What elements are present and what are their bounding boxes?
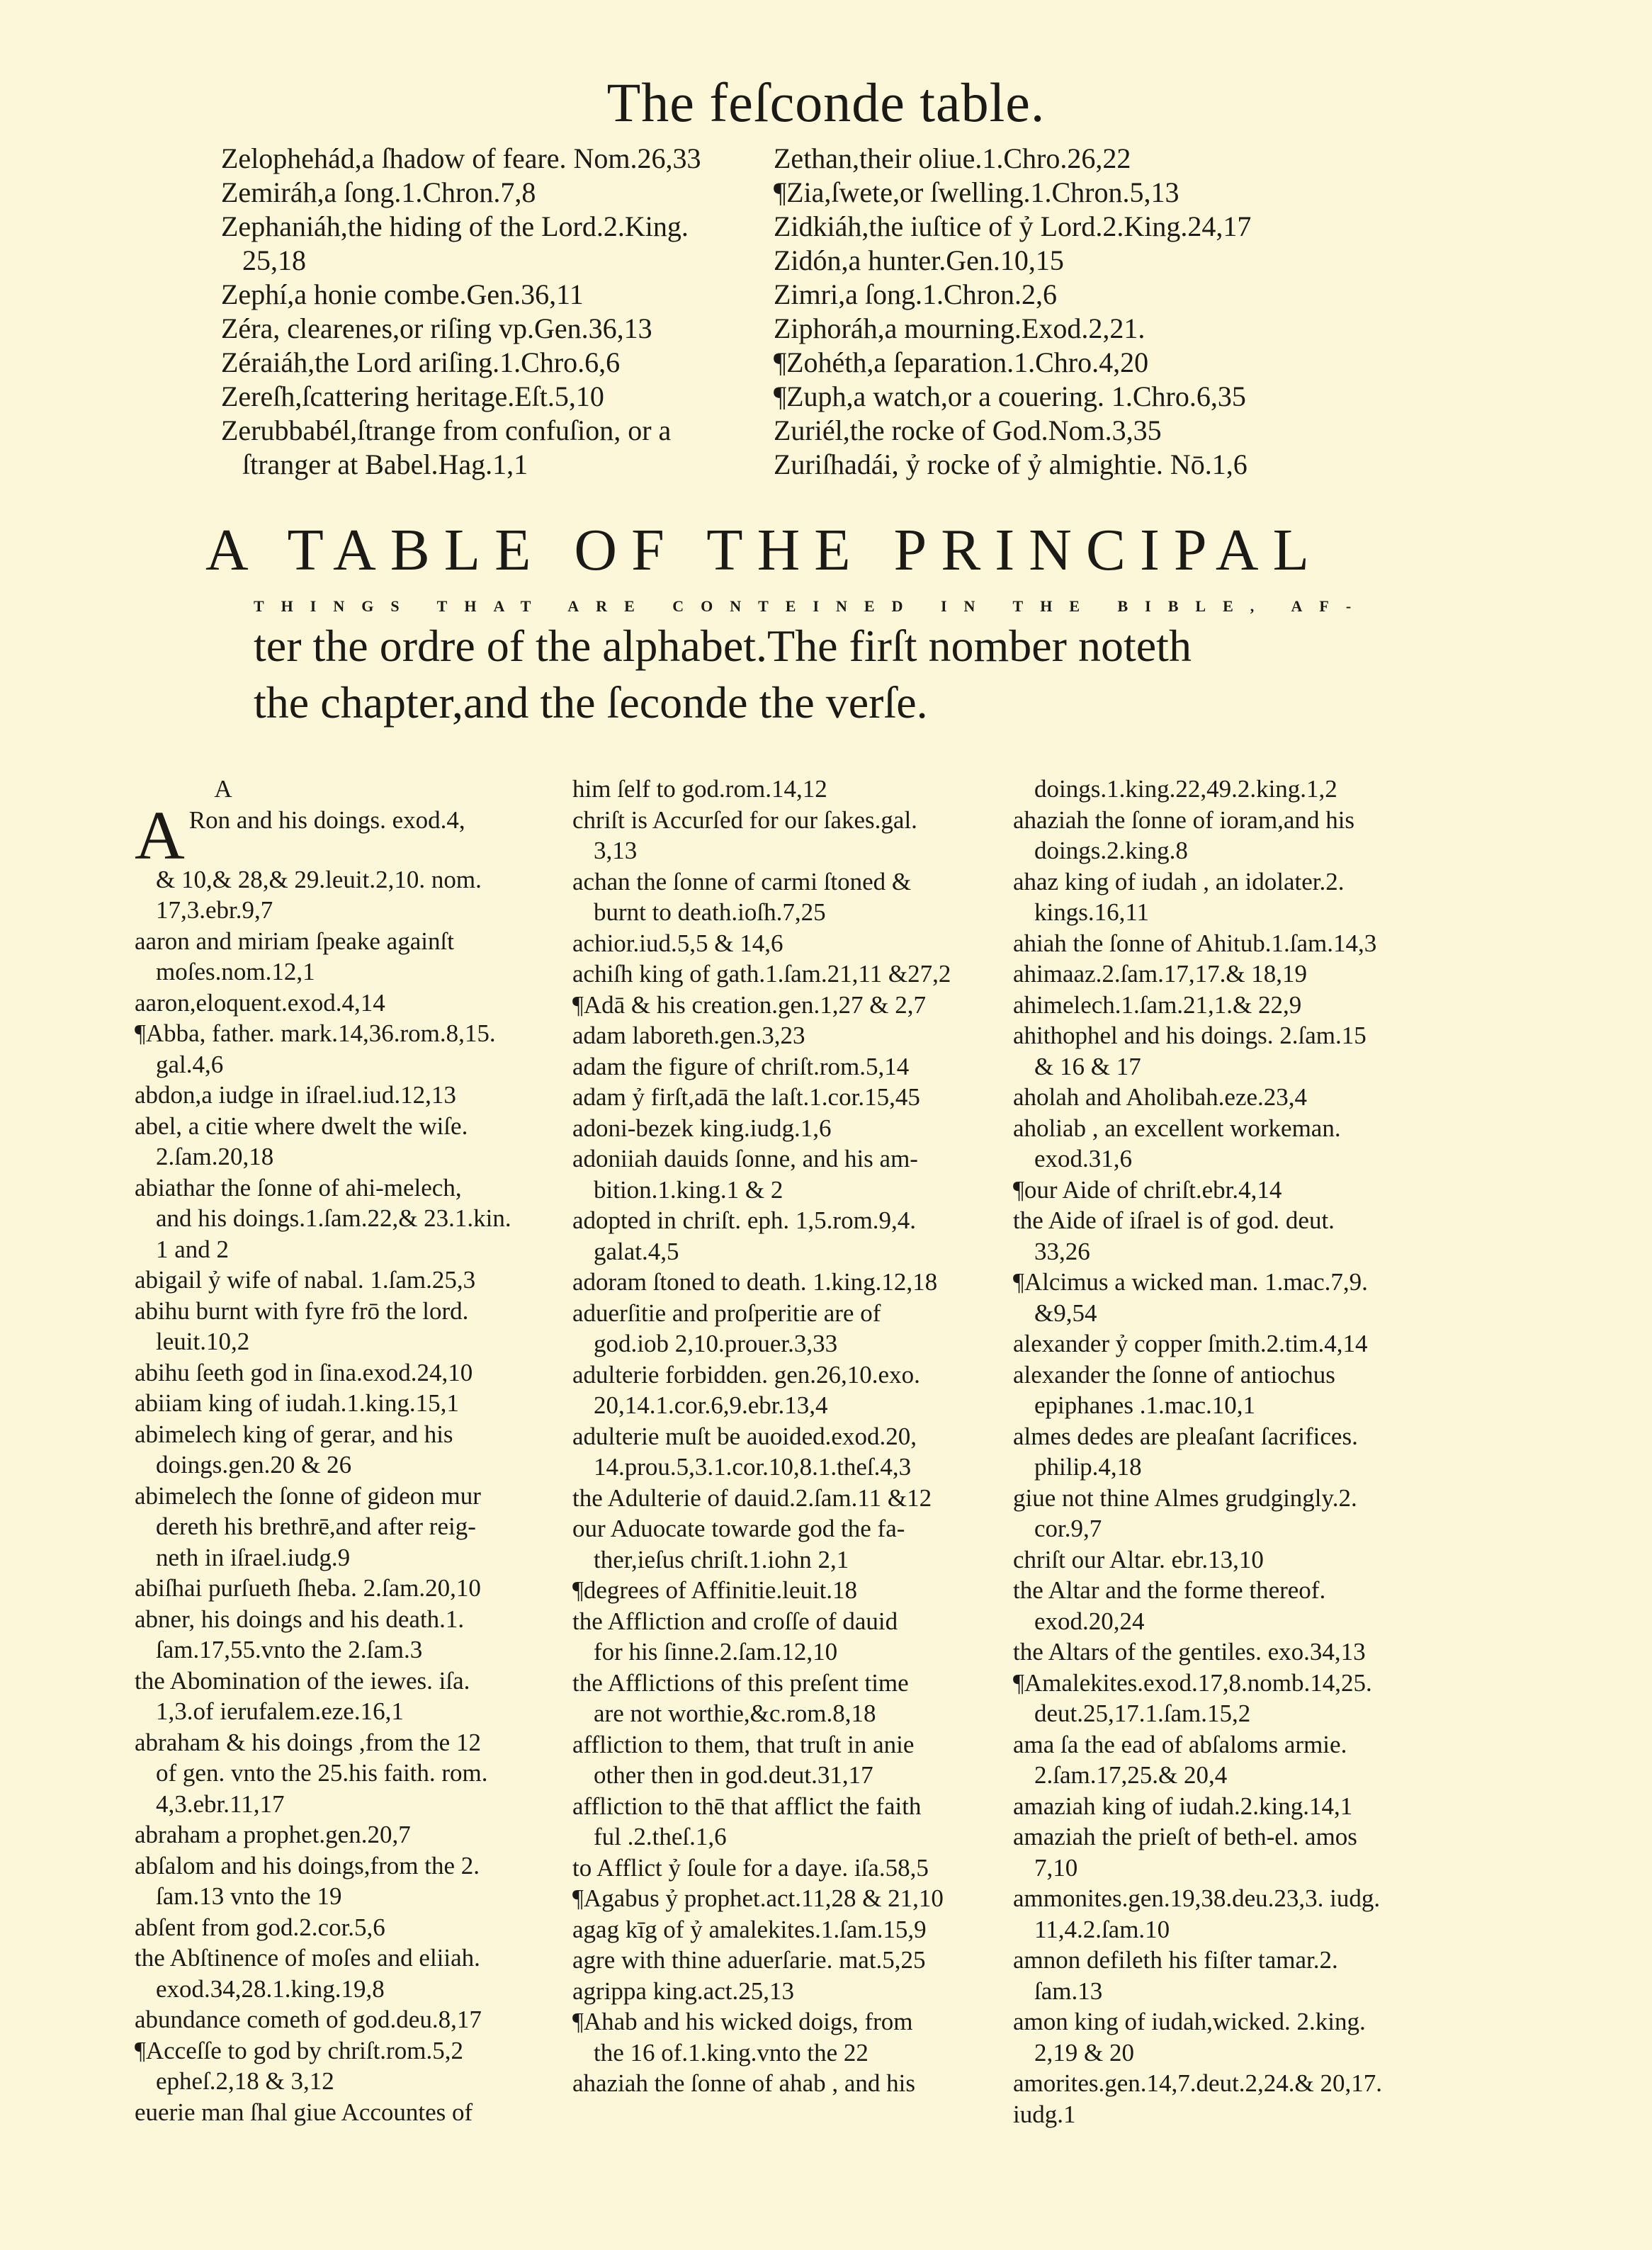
section-heading-line-3: the chapter,and the ſeconde the verſe. xyxy=(254,677,928,728)
index-entry-line: 1,3.of ierufalem.eze.16,1 xyxy=(156,1697,404,1725)
index-entry-line: abſent from god.2.cor.5,6 xyxy=(135,1913,385,1941)
index-entry-line: achan the ſonne of carmi ſtoned & xyxy=(572,867,912,895)
index-entry-line: aduerſitie and proſperitie are of xyxy=(572,1299,881,1327)
index-entry-line: adam the figure of chriſt.rom.5,14 xyxy=(572,1052,910,1080)
index-column-3 xyxy=(1013,774,1502,2130)
index-entry-line: 33,26 xyxy=(1034,1237,1090,1265)
index-entry-line: are not worthie,&c.rom.8,18 xyxy=(594,1700,876,1727)
index-entry-line: 2.ſam.17,25.& 20,4 xyxy=(1034,1761,1228,1789)
index-entry-line: amaziah the prieſt of beth-el. amos xyxy=(1013,1823,1357,1850)
index-entry-line: 1 and 2 xyxy=(156,1235,230,1263)
index-entry-line: abiſhai purſueth ſheba. 2.ſam.20,10 xyxy=(135,1574,481,1602)
index-entry-line: doings.1.king.22,49.2.king.1,2 xyxy=(1034,775,1337,803)
index-entry-line: abſalom and his doings,from the 2. xyxy=(135,1851,480,1879)
first-entry-text: Ron and his doings. exod.4, xyxy=(188,805,465,834)
index-entry-line: agre with thine aduerſarie. mat.5,25 xyxy=(572,1946,926,1974)
index-entry-line: 7,10 xyxy=(1034,1853,1078,1882)
index-entry-line: philip.4,18 xyxy=(1034,1453,1142,1481)
index-entry-line: ¶Zia,ſwete,or ſwelling.1.Chron.5,13 xyxy=(774,176,1179,208)
index-entry-line: alexander the ſonne of antiochus xyxy=(1013,1360,1335,1389)
index-entry-line: Zidkiáh,the iuſtice of ỷ Lord.2.King.24,17 xyxy=(774,210,1252,242)
index-entry-line: ſam.17,55.vnto the 2.ſam.3 xyxy=(156,1636,423,1663)
index-entry-line: ahaz king of iudah , an idolater.2. xyxy=(1013,867,1345,895)
index-entry-line: ſam.13 xyxy=(1034,1977,1103,2005)
index-entry-line: ¶degrees of Affinitie.leuit.18 xyxy=(572,1576,858,1604)
index-entry-line: alexander ỷ copper ſmith.2.tim.4,14 xyxy=(1013,1330,1368,1357)
index-entry-line: deut.25,17.1.ſam.15,2 xyxy=(1034,1700,1251,1727)
index-entry-line: the Altars of the gentiles. exo.34,13 xyxy=(1013,1638,1366,1666)
index-entry-line: ahaziah the ſonne of ahab , and his xyxy=(572,2069,915,2097)
index-entry-line: 2,19 & 20 xyxy=(1034,2038,1134,2067)
index-entry-line: ¶Adā & his creation.gen.1,27 & 2,7 xyxy=(572,990,926,1019)
index-entry-line: cor.9,7 xyxy=(1034,1515,1102,1542)
index-entry-line: 14.prou.5,3.1.cor.10,8.1.theſ.4,3 xyxy=(594,1453,912,1481)
index-entry-line: dereth his brethrē,and after reig- xyxy=(156,1513,476,1540)
index-entry-line: 2.ſam.20,18 xyxy=(156,1143,274,1170)
index-entry-line: 4,3.ebr.11,17 xyxy=(156,1790,285,1818)
index-entry-line: abel, a citie where dwelt the wiſe. xyxy=(135,1112,468,1140)
index-entry-line: for his ſinne.2.ſam.12,10 xyxy=(594,1638,838,1666)
index-entry-line: ahaziah the ſonne of ioram,and his xyxy=(1013,805,1355,834)
index-entry-line: galat.4,5 xyxy=(594,1237,679,1265)
index-entry-line: adoni-bezek king.iudg.1,6 xyxy=(572,1114,832,1142)
index-entry-line: ¶Zohéth,a ſeparation.1.Chro.4,20 xyxy=(774,346,1149,378)
index-entry-line: ahimaaz.2.ſam.17,17.& 18,19 xyxy=(1013,960,1308,988)
index-entry-line: bition.1.king.1 & 2 xyxy=(594,1175,783,1204)
index-entry-line: abihu ſeeth god in ſina.exod.24,10 xyxy=(135,1358,473,1386)
index-entry-line: of gen. vnto the 25.his faith. rom. xyxy=(156,1759,488,1787)
index-entry-line: 17,3.ebr.9,7 xyxy=(156,896,273,924)
index-entry-line: chriſt is Accurſed for our ſakes.gal. xyxy=(572,805,917,834)
section-heading: A TABLE OF THE PRINCIPAL xyxy=(205,517,1323,583)
index-entry-line: ¶Abba, father. mark.14,36.rom.8,15. xyxy=(135,1019,496,1047)
index-entry-line: and his doings.1.ſam.22,& 23.1.kin. xyxy=(156,1204,511,1232)
index-entry-line: ¶Acceſſe to god by chriſt.rom.5,2 xyxy=(135,2036,463,2064)
index-column-1 xyxy=(135,774,581,2127)
index-entry-line: ful .2.theſ.1,6 xyxy=(594,1823,727,1850)
index-entry-line: the Altar and the forme thereof. xyxy=(1013,1576,1326,1604)
index-entry-line: & 10,& 28,& 29.leuit.2,10. nom. xyxy=(156,865,482,893)
index-entry-line: adulterie muſt be auoided.exod.20, xyxy=(572,1422,917,1450)
index-entry-line: abner, his doings and his death.1. xyxy=(135,1605,465,1633)
index-entry-line: Zéraiáh,the Lord ariſing.1.Chro.6,6 xyxy=(221,346,621,378)
index-entry-line: ahimelech.1.ſam.21,1.& 22,9 xyxy=(1013,990,1302,1019)
index-entry-line: the 16 of.1.king.vnto the 22 xyxy=(594,2038,869,2067)
index-entry-line: to Afflict ỷ ſoule for a daye. iſa.58,5 xyxy=(572,1853,929,1882)
index-entry-line: the Abomination of the iewes. iſa. xyxy=(135,1666,470,1695)
index-entry-line: achiſh king of gath.1.ſam.21,11 &27,2 xyxy=(572,960,951,988)
index-entry-line: moſes.nom.12,1 xyxy=(156,958,315,985)
index-entry-line: abraham & his doings ,from the 12 xyxy=(135,1728,481,1756)
index-entry-line: abimelech the ſonne of gideon mur xyxy=(135,1481,481,1510)
index-column-2 xyxy=(572,774,1019,2099)
index-entry-line: ¶Zuph,a watch,or a couering. 1.Chro.6,35 xyxy=(774,380,1246,412)
index-entry-line: abundance cometh of god.deu.8,17 xyxy=(135,2006,482,2033)
index-entry-line: exod.31,6 xyxy=(1034,1145,1133,1172)
index-entry-line: abimelech king of gerar, and his xyxy=(135,1420,453,1448)
index-entry-line: ſam.13 vnto the 19 xyxy=(156,1882,342,1910)
index-entry-line: leuit.10,2 xyxy=(156,1328,250,1355)
index-entry-line: ahithophel and his doings. 2.ſam.15 xyxy=(1013,1022,1367,1049)
index-entry-line: doings.gen.20 & 26 xyxy=(156,1451,352,1479)
index-entry-line: Zerubbabél,ſtrange from confuſion, or a xyxy=(221,414,672,446)
index-entry-line: Zethan,their oliue.1.Chro.26,22 xyxy=(774,142,1131,174)
index-entry-line: ¶our Aide of chriſt.ebr.4,14 xyxy=(1013,1175,1282,1204)
index-entry-line: ¶Ahab and his wicked doigs, from xyxy=(572,2008,913,2035)
index-entry-line: Zimri,a ſong.1.Chron.2,6 xyxy=(774,278,1057,310)
index-entry-line: burnt to death.ioſh.7,25 xyxy=(594,898,826,926)
index-entry-line: abdon,a iudge in iſrael.iud.12,13 xyxy=(135,1081,456,1109)
index-entry-line: adulterie forbidden. gen.26,10.exo. xyxy=(572,1360,920,1389)
index-entry-line: ther,ieſus chriſt.1.iohn 2,1 xyxy=(594,1545,849,1573)
index-entry-line: our Aduocate towarde god the fa- xyxy=(572,1515,905,1542)
index-entry-line: amnon defileth his fiſter tamar.2. xyxy=(1013,1946,1338,1974)
index-entry-line: aaron and miriam ſpeake againſt xyxy=(135,927,454,955)
index-entry-line: him ſelf to god.rom.14,12 xyxy=(572,775,827,803)
index-entry-line: adoniiah dauids ſonne, and his am- xyxy=(572,1145,918,1172)
index-entry-line: amon king of iudah,wicked. 2.king. xyxy=(1013,2008,1366,2035)
index-entry-line: other then in god.deut.31,17 xyxy=(594,1761,873,1789)
index-entry-line: adoram ſtoned to death. 1.king.12,18 xyxy=(572,1268,938,1296)
index-entry-line: gal.4,6 xyxy=(156,1050,224,1078)
index-entry-line: epheſ.2,18 & 3,12 xyxy=(156,2067,334,2095)
z-names-right-column xyxy=(774,142,1340,482)
index-entry-line: abiathar the ſonne of ahi-melech, xyxy=(135,1173,462,1202)
index-entry-line: & 16 & 17 xyxy=(1034,1052,1141,1080)
index-entry-line: ahiah the ſonne of Ahitub.1.ſam.14,3 xyxy=(1013,929,1377,957)
index-entry-line: ¶Alcimus a wicked man. 1.mac.7,9. xyxy=(1013,1268,1368,1296)
index-entry-line: the Abſtinence of moſes and eliiah. xyxy=(135,1944,480,1972)
index-entry-line: ¶Amalekites.exod.17,8.nomb.14,25. xyxy=(1013,1668,1372,1697)
index-entry-line: adam laboreth.gen.3,23 xyxy=(572,1022,805,1049)
column-1-entries xyxy=(135,864,581,2128)
index-entry-line: god.iob 2,10.prouer.3,33 xyxy=(594,1330,838,1357)
index-entry-line: 25,18 xyxy=(242,244,306,276)
index-entry-line: aaron,eloquent.exod.4,14 xyxy=(135,988,385,1017)
index-entry-line: affliction to them, that truſt in anie xyxy=(572,1730,915,1758)
index-entry-line: aholiab , an excellent workeman. xyxy=(1013,1114,1341,1142)
drop-cap: A xyxy=(135,804,185,864)
index-entry-line: neth in iſrael.iudg.9 xyxy=(156,1543,351,1571)
index-entry-line: abraham a prophet.gen.20,7 xyxy=(135,1821,411,1848)
index-entry-line: the Adulterie of dauid.2.ſam.11 &12 xyxy=(572,1483,932,1512)
index-entry-line: abiiam king of iudah.1.king.15,1 xyxy=(135,1389,459,1417)
index-entry-line: adopted in chriſt. eph. 1,5.rom.9,4. xyxy=(572,1206,917,1234)
index-entry-line: Zereſh,ſcattering heritage.Eſt.5,10 xyxy=(221,380,604,412)
index-entry-line: giue not thine Almes grudgingly.2. xyxy=(1013,1483,1357,1512)
index-entry-line: aholah and Aholibah.eze.23,4 xyxy=(1013,1083,1308,1111)
index-entry-line: Ziphoráh,a mourning.Exod.2,21. xyxy=(774,312,1145,344)
index-entry-line: agag kīg of ỷ amalekites.1.ſam.15,9 xyxy=(572,1915,927,1943)
index-entry-line: 11,4.2.ſam.10 xyxy=(1034,1915,1170,1943)
index-entry-line: chriſt our Altar. ebr.13,10 xyxy=(1013,1545,1264,1573)
index-entry-line: abigail ỷ wife of nabal. 1.ſam.25,3 xyxy=(135,1266,476,1294)
index-entry-line: Zephí,a honie combe.Gen.36,11 xyxy=(221,278,584,310)
index-entry-line: achior.iud.5,5 & 14,6 xyxy=(572,929,783,957)
section-heading-line-2: ter the ordre of the alphabet.The firſt nomber noteth xyxy=(254,621,1192,671)
index-entry-line: &9,54 xyxy=(1034,1299,1097,1327)
index-entry-line: ama ſa the ead of abſaloms armie. xyxy=(1013,1730,1347,1758)
index-entry-line: Zephaniáh,the hiding of the Lord.2.King. xyxy=(221,210,689,242)
index-entry-line: exod.20,24 xyxy=(1034,1607,1145,1635)
index-entry-line: epiphanes .1.mac.10,1 xyxy=(1034,1391,1255,1419)
index-entry-line: Zelophehád,a ſhadow of feare. Nom.26,33 xyxy=(221,142,701,174)
index-entry-first xyxy=(135,805,581,864)
index-entry-line: Zidón,a hunter.Gen.10,15 xyxy=(774,244,1064,276)
index-entry-line: Zéra, clearenes,or riſing vp.Gen.36,13 xyxy=(221,312,652,344)
index-entry-line: adam ỷ firſt,adā the laſt.1.cor.15,45 xyxy=(572,1083,920,1111)
index-entry-line: iudg.1 xyxy=(1013,2100,1076,2128)
letter-heading: A xyxy=(214,775,232,803)
index-entry-line: 20,14.1.cor.6,9.ebr.13,4 xyxy=(594,1391,828,1419)
index-entry-line: exod.34,28.1.king.19,8 xyxy=(156,1974,385,2003)
section-subheading: THINGS THAT ARE CONTEINED IN THE BIBLE, AF- xyxy=(254,597,1369,615)
index-entry-line: the Afflictions of this preſent time xyxy=(572,1668,909,1697)
page-title: The feſconde table. xyxy=(606,72,1046,133)
z-names-left-column xyxy=(221,142,774,482)
index-entry-line: Zemiráh,a ſong.1.Chron.7,8 xyxy=(221,176,536,208)
index-entry-line: kings.16,11 xyxy=(1034,898,1150,926)
index-entry-line: ¶Agabus ỷ prophet.act.11,28 & 21,10 xyxy=(572,1884,944,1912)
index-entry-line: Zuriél,the rocke of God.Nom.3,35 xyxy=(774,414,1162,446)
index-entry-line: 3,13 xyxy=(594,837,638,864)
index-entry-line: amorites.gen.14,7.deut.2,24.& 20,17. xyxy=(1013,2069,1383,2097)
index-entry-line: abihu burnt with fyre frō the lord. xyxy=(135,1296,469,1325)
index-entry-line: ammonites.gen.19,38.deu.23,3. iudg. xyxy=(1013,1884,1381,1912)
index-entry-line: doings.2.king.8 xyxy=(1034,837,1188,864)
index-entry-line: almes dedes are pleaſant ſacrifices. xyxy=(1013,1422,1358,1450)
index-entry-line: Zuriſhadái, ỷ rocke of ỷ almightie. Nō.1,6 xyxy=(774,448,1248,480)
index-entry-line: ſtranger at Babel.Hag.1,1 xyxy=(242,448,528,480)
index-entry-line: euerie man ſhal giue Accountes of xyxy=(135,2098,473,2126)
index-entry-line: the Affliction and croſſe of dauid xyxy=(572,1607,898,1635)
index-entry-line: affliction to thē that afflict the faith xyxy=(572,1792,922,1820)
index-entry-line: agrippa king.act.25,13 xyxy=(572,1977,794,2005)
index-entry-line: the Aide of iſrael is of god. deut. xyxy=(1013,1206,1335,1234)
index-entry-line: amaziah king of iudah.2.king.14,1 xyxy=(1013,1792,1353,1820)
